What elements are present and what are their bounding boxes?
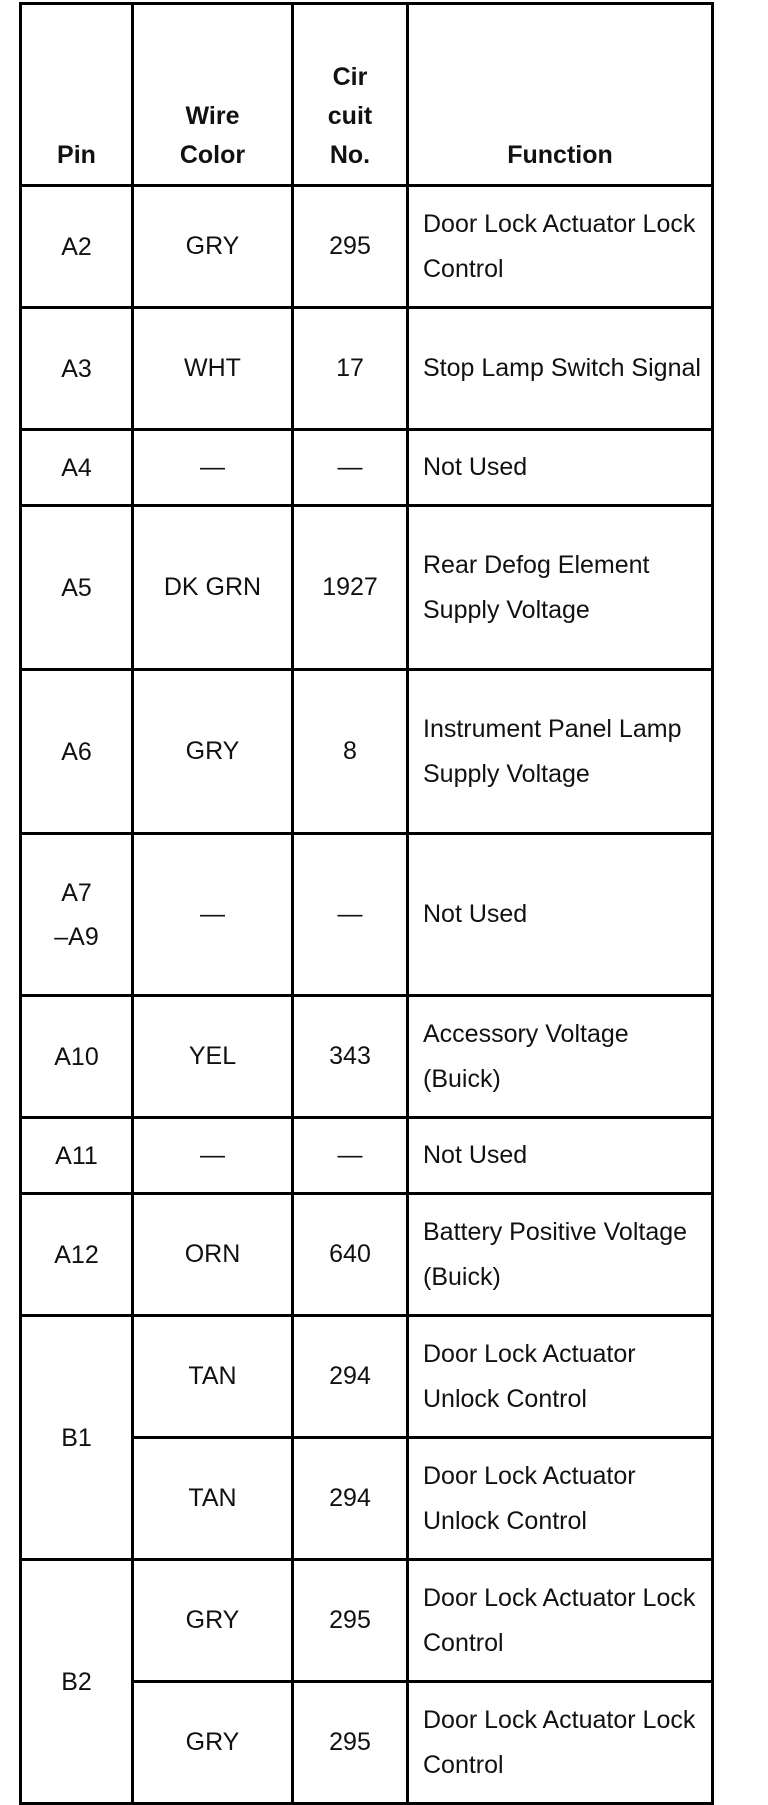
circuit-cell: — [293,834,408,996]
connector-pinout-table [19,2,714,1805]
wire-color-cell: WHT [133,308,293,430]
pin-cell: B1 [21,1316,133,1560]
wire-color-cell: DK GRN [133,506,293,670]
wire-color-cell: TAN [133,1438,293,1560]
table-row [21,186,713,308]
header-row [21,4,713,186]
function-cell: Door Lock Actuator Unlock Control [408,1438,713,1560]
table-row [21,506,713,670]
wire-color-cell: TAN [133,1316,293,1438]
circuit-cell: 1927 [293,506,408,670]
function-cell: Not Used [408,834,713,996]
table-row [21,1194,713,1316]
function-cell: Instrument Panel Lamp Supply Voltage [408,670,713,834]
circuit-cell: — [293,430,408,506]
table-row [21,308,713,430]
table-row [21,1118,713,1194]
wire-color-cell: GRY [133,670,293,834]
function-cell: Door Lock Actuator Lock Control [408,186,713,308]
header-wire-color: Wire Color [133,4,293,186]
header-function: Function [408,4,713,186]
table-row [21,670,713,834]
wire-color-cell: YEL [133,996,293,1118]
pin-cell: A12 [21,1194,133,1316]
table-row [21,996,713,1118]
function-cell: Battery Positive Voltage (Buick) [408,1194,713,1316]
pin-cell: A2 [21,186,133,308]
pin-cell: A10 [21,996,133,1118]
function-cell: Door Lock Actuator Lock Control [408,1560,713,1682]
circuit-cell: 295 [293,1682,408,1804]
function-cell: Accessory Voltage (Buick) [408,996,713,1118]
wire-color-cell: GRY [133,186,293,308]
pin-cell: A5 [21,506,133,670]
pin-cell: A7 –A9 [21,834,133,996]
wire-color-cell: GRY [133,1682,293,1804]
wire-color-cell: — [133,1118,293,1194]
table-row [21,1560,713,1682]
function-cell: Not Used [408,430,713,506]
wire-color-cell: GRY [133,1560,293,1682]
header-pin: Pin [21,4,133,186]
circuit-cell: 640 [293,1194,408,1316]
function-cell: Not Used [408,1118,713,1194]
circuit-cell: 294 [293,1438,408,1560]
circuit-cell: 295 [293,186,408,308]
function-cell: Stop Lamp Switch Signal [408,308,713,430]
pin-cell: A11 [21,1118,133,1194]
table-row [21,1316,713,1438]
function-cell: Door Lock Actuator Unlock Control [408,1316,713,1438]
header-circuit-no: Cir cuit No. [293,4,408,186]
function-cell: Rear Defog Element Supply Voltage [408,506,713,670]
wire-color-cell: — [133,430,293,506]
pin-cell: A6 [21,670,133,834]
circuit-cell: 17 [293,308,408,430]
circuit-cell: 343 [293,996,408,1118]
function-cell: Door Lock Actuator Lock Control [408,1682,713,1804]
pin-cell: A3 [21,308,133,430]
circuit-cell: 294 [293,1316,408,1438]
circuit-cell: — [293,1118,408,1194]
table-row [21,430,713,506]
circuit-cell: 295 [293,1560,408,1682]
wire-color-cell: ORN [133,1194,293,1316]
wire-color-cell: — [133,834,293,996]
circuit-cell: 8 [293,670,408,834]
pin-cell: A4 [21,430,133,506]
table-row [21,834,713,996]
pin-cell: B2 [21,1560,133,1804]
